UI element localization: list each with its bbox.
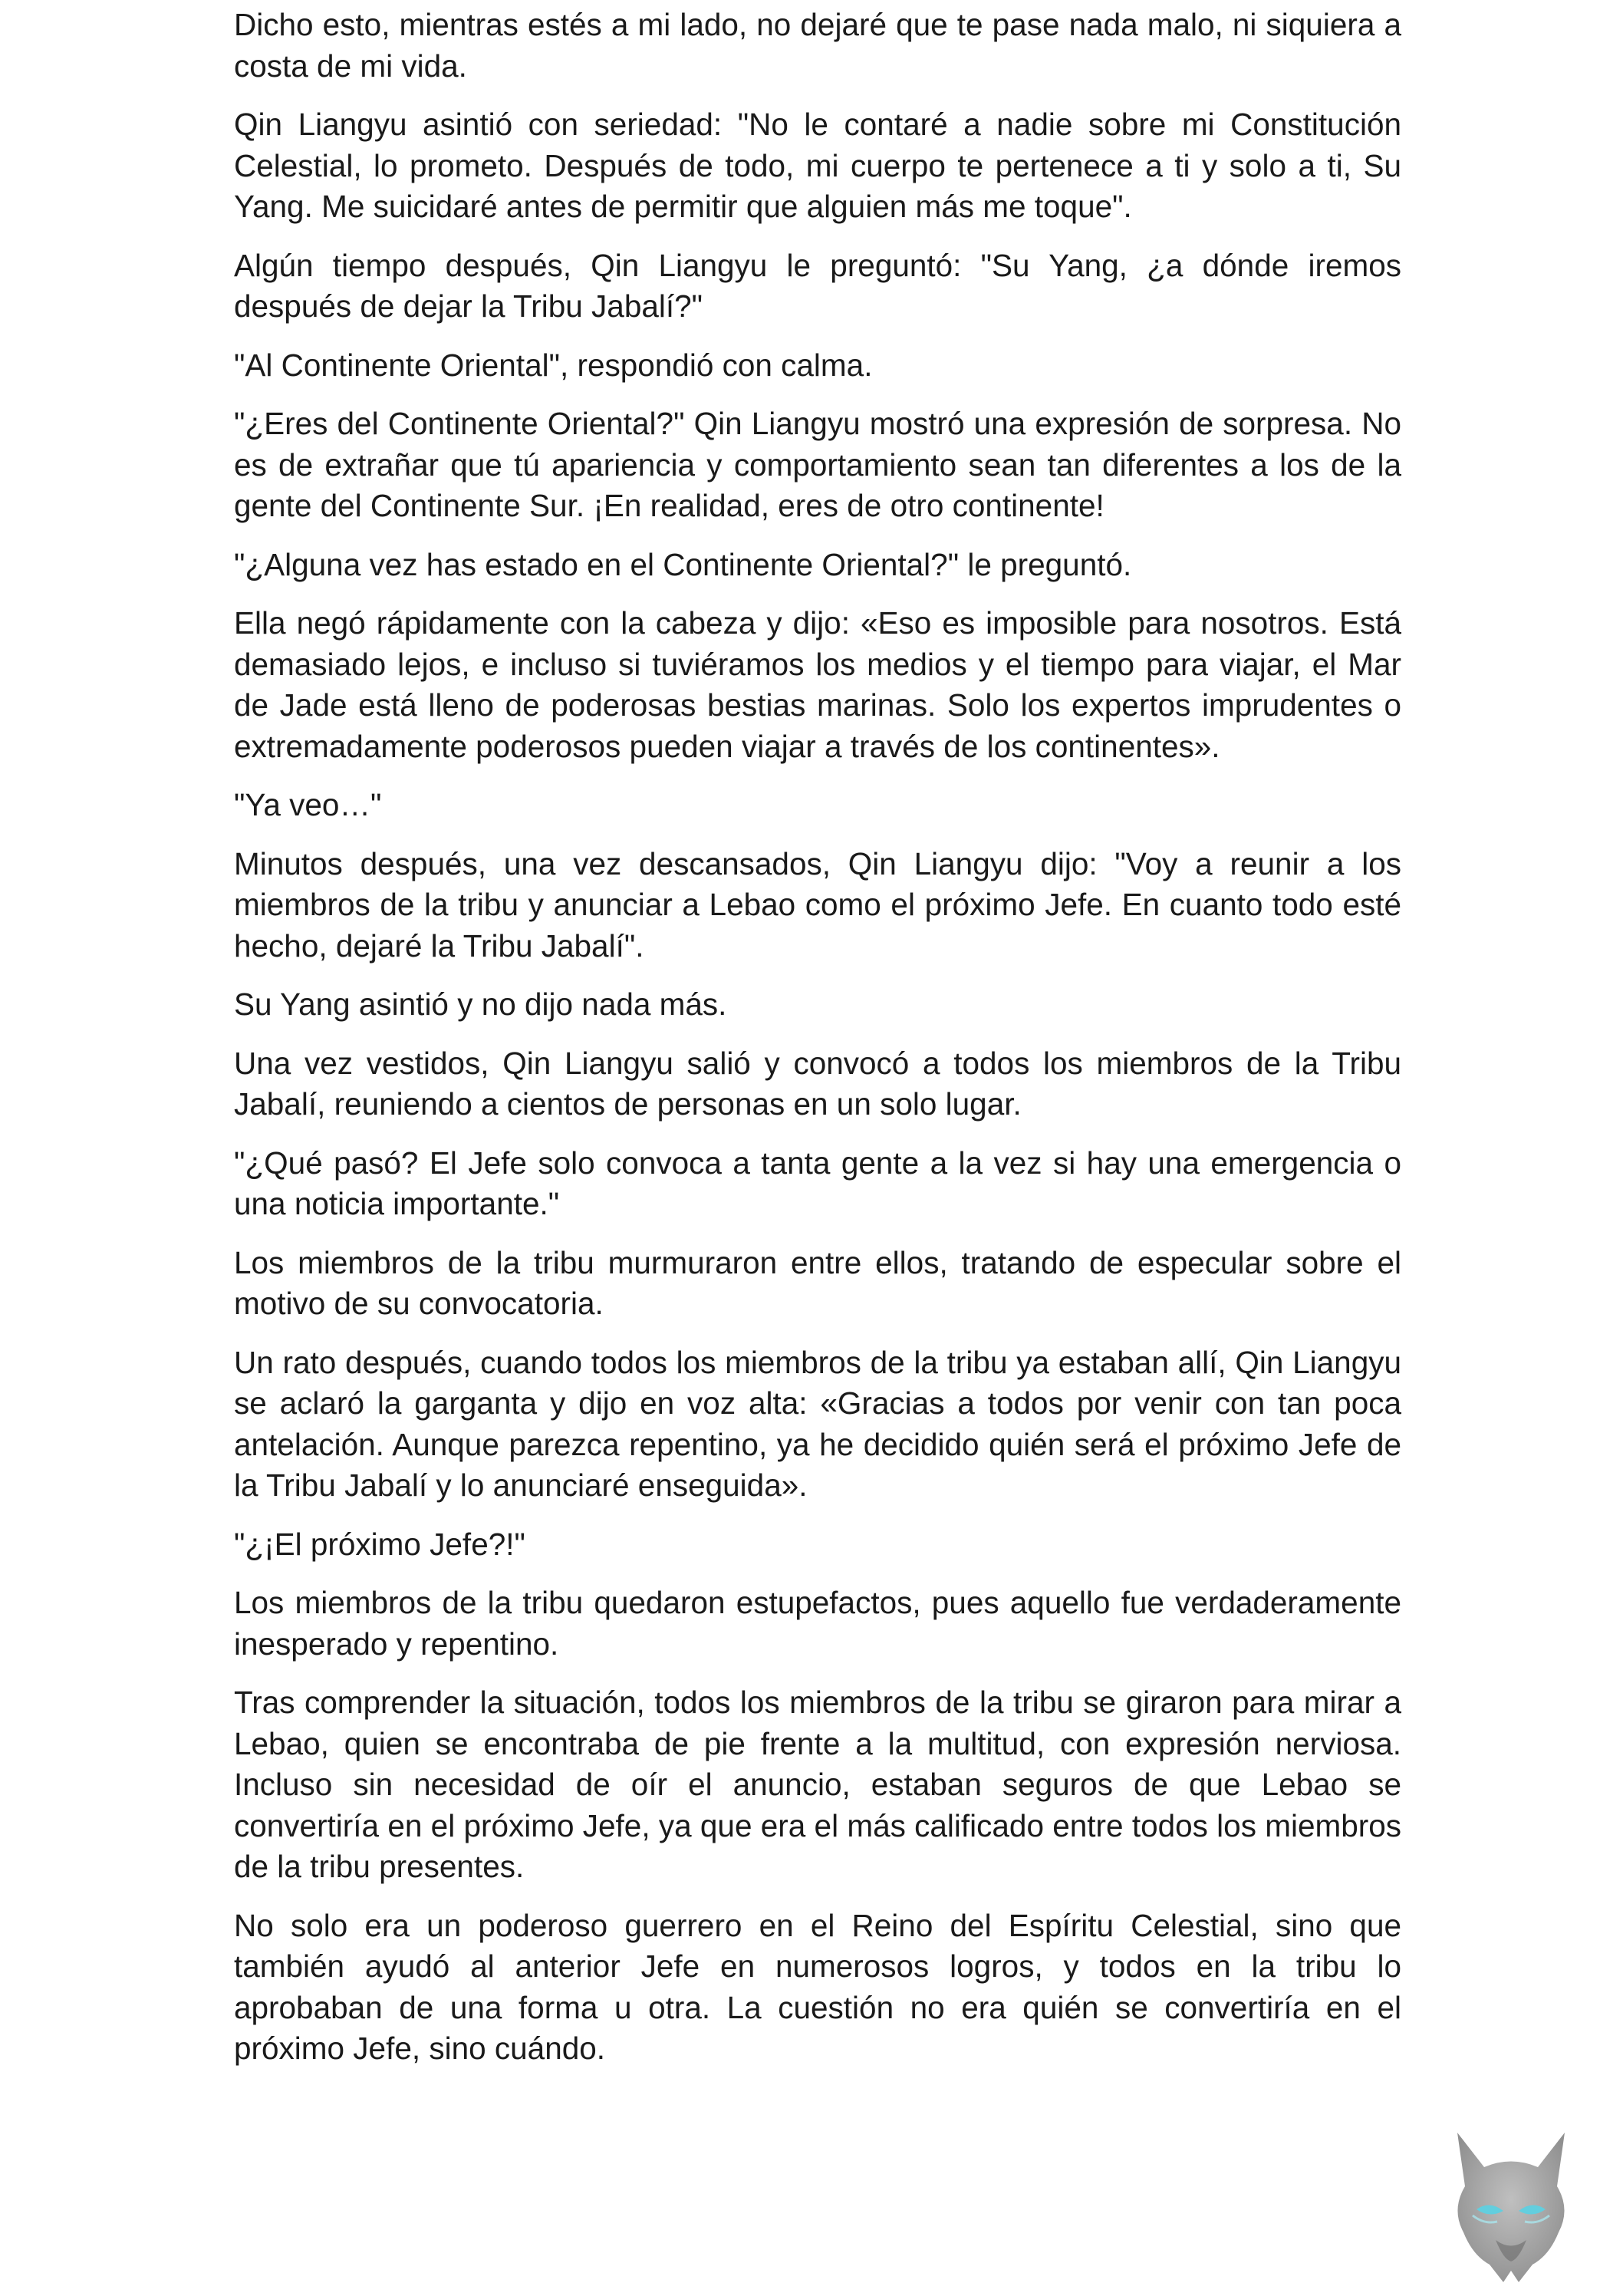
paragraph: Qin Liangyu asintió con seriedad: "No le contaré a nadie sobre mi Constitución Celestial, lo prometo. Después de todo, mi cuerpo te pertenece a ti y solo a ti, Su Yang. Me suicidaré antes de permitir que alguien más me toque". (234, 107, 1401, 224)
paragraph: Tras comprender la situación, todos los miembros de la tribu se giraron para mirar a Lebao, quien se encontraba de pie frente a la multitud, con expresión nerviosa. Incluso sin necesidad de oír el anuncio, estaban seguros de que Lebao se convertiría en el próximo Jefe, ya que era el más calificado entre todos los miembros de la tribu presentes. (234, 1685, 1401, 1884)
paragraph: Un rato después, cuando todos los miembros de la tribu ya estaban allí, Qin Liangyu se aclaró la garganta y dijo en voz alta: «Gracias a todos por venir con tan poca antelación. Aunque parezca repentino, ya he decidido quién será el próximo Jefe de la Tribu Jabalí y lo anunciaré enseguida». (234, 1344, 1401, 1503)
paragraph: "¿Eres del Continente Oriental?" Qin Liangyu mostró una expresión de sorpresa. No es de extrañar que tú apariencia y comportamiento sean tan diferentes a los de la gente del Continente Sur. ¡En realidad, eres de otro continente! (234, 406, 1401, 523)
demon-head-icon (1442, 2125, 1580, 2286)
paragraph: Los miembros de la tribu murmuraron entre ellos, tratando de especular sobre el motivo de su convocatoria. (234, 1244, 1401, 1321)
paragraph: Ella negó rápidamente con la cabeza y dijo: «Eso es imposible para nosotros. Está demasiado lejos, e incluso si tuviéramos los medios y el tiempo para viajar, el Mar de Jade está lleno de poderosas bestias marinas. Solo los expertos imprudentes o extremadamente poderosos pueden viajar a través de los continentes». (234, 605, 1401, 764)
paragraph: Una vez vestidos, Qin Liangyu salió y convocó a todos los miembros de la Tribu Jabalí, reuniendo a cientos de personas en un solo lugar. (234, 1045, 1401, 1122)
paragraph: Dicho esto, mientras estés a mi lado, no dejaré que te pase nada malo, ni siquiera a costa de mi vida. (234, 7, 1401, 84)
paragraph: "¿Alguna vez has estado en el Continente Oriental?" le preguntó. (234, 546, 1132, 582)
paragraph: "¿¡El próximo Jefe?!" (234, 1526, 525, 1562)
paragraph: "Al Continente Oriental", respondió con calma. (234, 347, 873, 383)
paragraph: Algún tiempo después, Qin Liangyu le preguntó: "Su Yang, ¿a dónde iremos después de dejar la Tribu Jabalí?" (234, 247, 1401, 324)
paragraph: Su Yang asintió y no dijo nada más. (234, 987, 727, 1022)
paragraph: Los miembros de la tribu quedaron estupefactos, pues aquello fue verdaderamente inesperado y repentino. (234, 1585, 1401, 1662)
paragraph: No solo era un poderoso guerrero en el Reino del Espíritu Celestial, sino que también ayudó al anterior Jefe en numerosos logros, y todos en la tribu lo aprobaban de una forma u otra. La cuestión no era quién se convertiría en el próximo Jefe, sino cuándo. (234, 1907, 1401, 2066)
paragraph: "Ya veo…" (234, 787, 382, 822)
text-column (234, 5, 1401, 2087)
paragraph: Minutos después, una vez descansados, Qin Liangyu dijo: "Voy a reunir a los miembros de la tribu y anunciar a Lebao como el próximo Jefe. En cuanto todo esté hecho, dejaré la Tribu Jabalí". (234, 845, 1401, 964)
paragraph: "¿Qué pasó? El Jefe solo convoca a tanta gente a la vez si hay una emergencia o una noticia importante." (234, 1145, 1401, 1221)
